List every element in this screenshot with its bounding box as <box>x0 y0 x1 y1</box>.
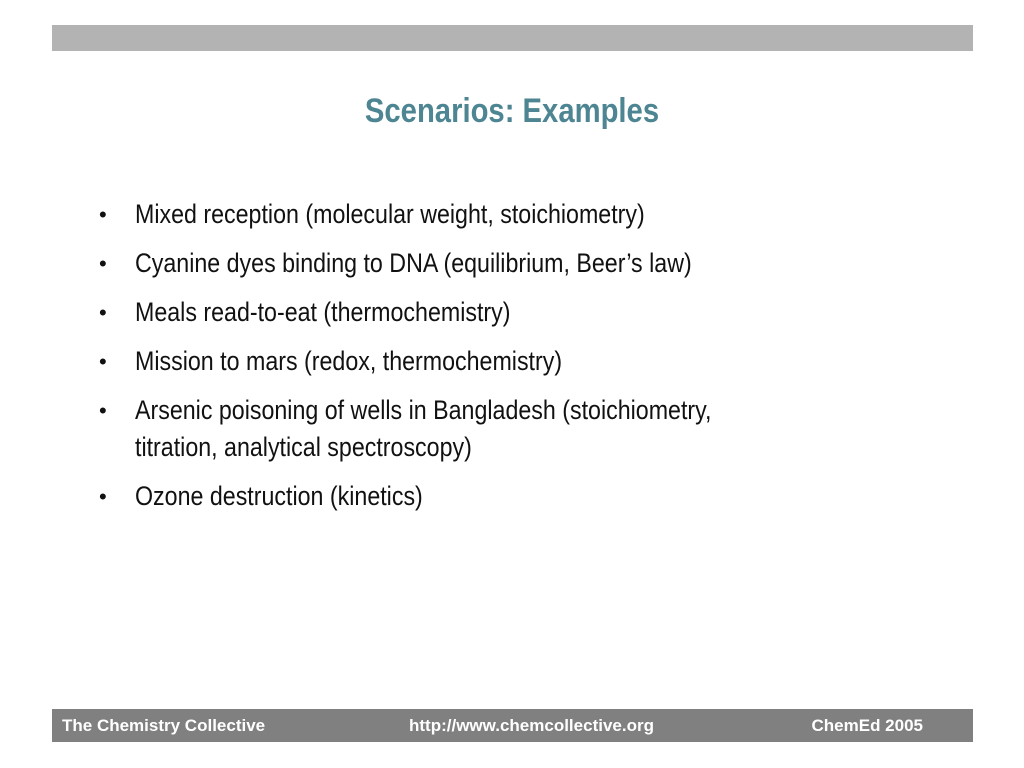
bullet-item <box>95 478 915 515</box>
footer-bar <box>52 709 973 742</box>
footer-url: http://www.chemcollective.org <box>409 716 654 735</box>
bullet-icon: • <box>99 349 107 374</box>
bullet-item <box>95 392 915 466</box>
bullet-item <box>95 294 915 331</box>
bullet-icon: • <box>99 300 107 325</box>
footer-event: ChemEd 2005 <box>811 716 923 735</box>
bullet-text: Mixed reception (molecular weight, stoichiometry) <box>135 199 645 229</box>
bullet-item <box>95 245 915 282</box>
bullet-icon: • <box>99 202 107 227</box>
bullet-list <box>95 196 915 527</box>
bullet-item <box>95 343 915 380</box>
bullet-text: Ozone destruction (kinetics) <box>135 481 423 511</box>
bullet-icon: • <box>99 251 107 276</box>
bullet-icon: • <box>99 398 107 423</box>
top-decorative-bar <box>52 25 973 51</box>
bullet-text: Meals read-to-eat (thermochemistry) <box>135 297 511 327</box>
bullet-icon: • <box>99 484 107 509</box>
bullet-item <box>95 196 915 233</box>
footer-organization: The Chemistry Collective <box>62 716 266 735</box>
bullet-text: Arsenic poisoning of wells in Bangladesh (stoichiometry, titration, analytical spectroscopy) <box>135 395 712 462</box>
slide-title: Scenarios: Examples <box>364 92 660 130</box>
bullet-text: Mission to mars (redox, thermochemistry) <box>135 346 563 376</box>
bullet-text: Cyanine dyes binding to DNA (equilibrium, Beer’s law) <box>135 248 692 278</box>
